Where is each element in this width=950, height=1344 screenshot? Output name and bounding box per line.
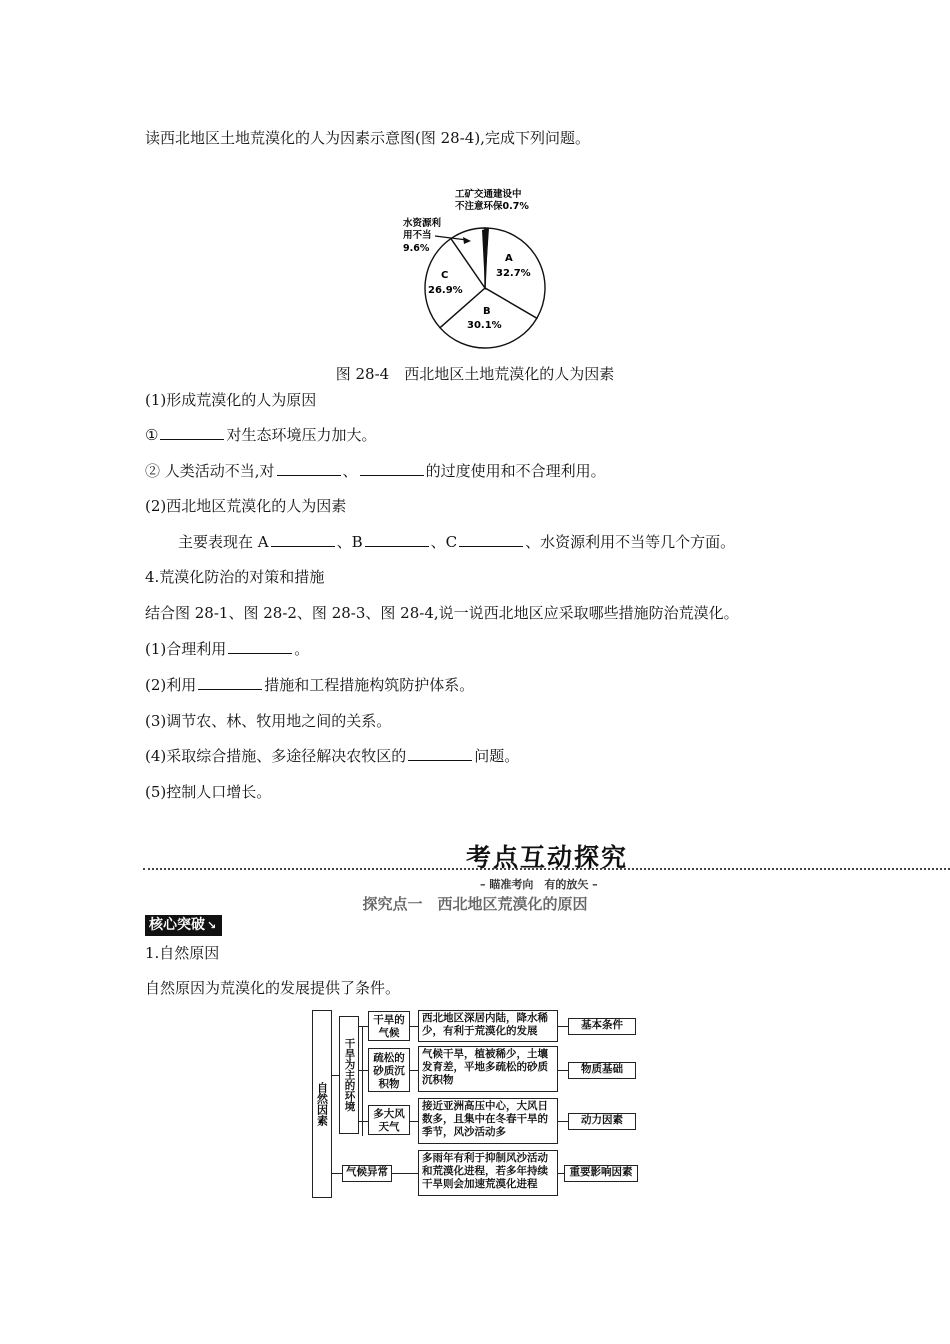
fc-connector [392,1173,418,1174]
answer-blank[interactable] [365,532,429,547]
s4-m1-pre: (1)合理利用 [145,640,227,658]
natural-intro: 自然原因为荒漠化的发展提供了条件。 [145,979,401,997]
fc-connector [410,1121,418,1122]
flowchart [310,1010,640,1200]
banner-slogan: – 瞄准考向 有的放矢 – [480,878,598,891]
slice-a-value: 32.7% [496,268,531,279]
fc-connector [558,1070,568,1071]
fc-connector [410,1070,418,1071]
q2-heading: (2)西北地区荒漠化的人为因素 [145,497,347,515]
slice-b-name: B [483,306,491,317]
s4-m2 [145,675,474,695]
fc-factor-2: 疏松的砂质沉积物 [368,1048,410,1092]
s4-m4-post: 问题。 [474,747,520,765]
q1-item2-mid: 、 [342,462,358,480]
banner-title: 考点互动探究 [466,843,629,872]
water-label-value: 9.6% [403,243,430,254]
q1-item1-post: 对生态环境压力加大。 [226,426,377,444]
slice-c-value: 26.9% [428,285,463,296]
s4-heading: 4.荒漠化防治的对策和措施 [145,568,325,586]
mining-label-2: 不注意环保0.7% [455,201,529,212]
s4-m1-post: 。 [294,640,310,658]
fc-root: 自然因素 [312,1010,332,1198]
q1-item2-pre: ② 人类活动不当,对 [145,462,275,480]
core-badge-label: 核心突破 [149,917,205,933]
figure-number: 图 28-4 [335,365,390,383]
q2-pre: 主要表现在 A [178,533,269,551]
figure-title: 西北地区土地荒漠化的人为因素 [404,365,615,383]
fc-factor-1: 干旱的气候 [368,1011,410,1041]
fc-detail-1: 西北地区深居内陆，降水稀少，有利于荒漠化的发展 [418,1010,558,1042]
fc-connector [410,1026,418,1027]
s4-m2-post: 措施和工程措施构筑防护体系。 [264,676,475,694]
answer-blank[interactable] [277,461,341,476]
fc-connector [558,1121,568,1122]
fc-env: 干旱为主的环境 [339,1016,359,1134]
answer-blank[interactable] [360,461,424,476]
slice-c-name: C [441,270,449,281]
fc-connector [362,1026,363,1136]
q1-item2-post: 的过度使用和不合理利用。 [425,462,606,480]
fc-detail-4: 多雨年有利于抑制风沙活动和荒漠化进程，若多年持续干旱则会加速荒漠化进程 [418,1150,558,1196]
fc-connector [558,1026,568,1027]
answer-blank[interactable] [408,746,472,761]
s4-m4-pre: (4)采取综合措施、多途径解决农牧区的 [145,747,407,765]
fc-connector [359,1121,368,1122]
core-badge [145,915,222,936]
slice-a-name: A [505,253,513,264]
dotted-divider [143,868,950,870]
fc-factor-3: 多大风天气 [368,1105,410,1135]
pie-svg [395,178,565,353]
q1-heading: (1)形成荒漠化的人为原因 [145,391,317,409]
answer-blank[interactable] [459,532,523,547]
pie-chart [395,178,565,357]
fc-result-4: 重要影响因素 [564,1165,638,1182]
s4-m1 [145,639,309,659]
fc-result-1: 基本条件 [568,1018,636,1035]
fc-connector [359,1070,368,1071]
q2-post: 、水资源利用不当等几个方面。 [525,533,736,551]
fc-connector [359,1026,368,1027]
q1-item2 [145,461,606,481]
water-label-1: 水资源利 [403,218,442,229]
intro-text: 读西北地区土地荒漠化的人为因素示意图(图 28-4),完成下列问题。 [145,129,590,147]
answer-blank[interactable] [198,675,262,690]
s4-m5: (5)控制人口增长。 [145,783,272,801]
answer-blank[interactable] [160,425,224,440]
q1-item1 [145,425,376,445]
q1-item1-pre: ① [145,426,159,444]
answer-blank[interactable] [271,532,335,547]
fc-result-3: 动力因素 [568,1113,636,1130]
fc-detail-3: 接近亚洲高压中心，大风日数多，且集中在冬春干旱的季节，风沙活动多 [418,1098,558,1144]
s4-m4 [145,746,519,766]
slice-b-value: 30.1% [467,320,502,331]
q2-line [178,532,735,552]
fc-result-2: 物质基础 [568,1062,636,1079]
s4-intro: 结合图 28-1、图 28-2、图 28-3、图 28-4,说一说西北地区应采取哪些措施防治荒漠化。 [145,604,739,622]
fc-detail-2: 气候干旱，植被稀少，土壤发育差，平地多疏松的砂质沉积物 [418,1046,558,1092]
fc-connector [332,1075,339,1076]
s4-m2-pre: (2)利用 [145,676,197,694]
water-label-2: 用不当 [403,230,432,241]
natural-heading: 1.自然原因 [145,944,220,962]
arrow-icon: ↘ [207,919,217,932]
mining-label-1: 工矿交通建设中 [455,189,522,200]
fc-factor-4: 气候异常 [342,1165,392,1182]
section-heading: 探究点一 西北地区荒漠化的原因 [362,895,588,913]
q2-c: 、C [430,533,458,551]
answer-blank[interactable] [228,639,292,654]
figure-caption [0,363,950,384]
s4-m3: (3)调节农、林、牧用地之间的关系。 [145,712,392,730]
q2-b: 、B [336,533,363,551]
